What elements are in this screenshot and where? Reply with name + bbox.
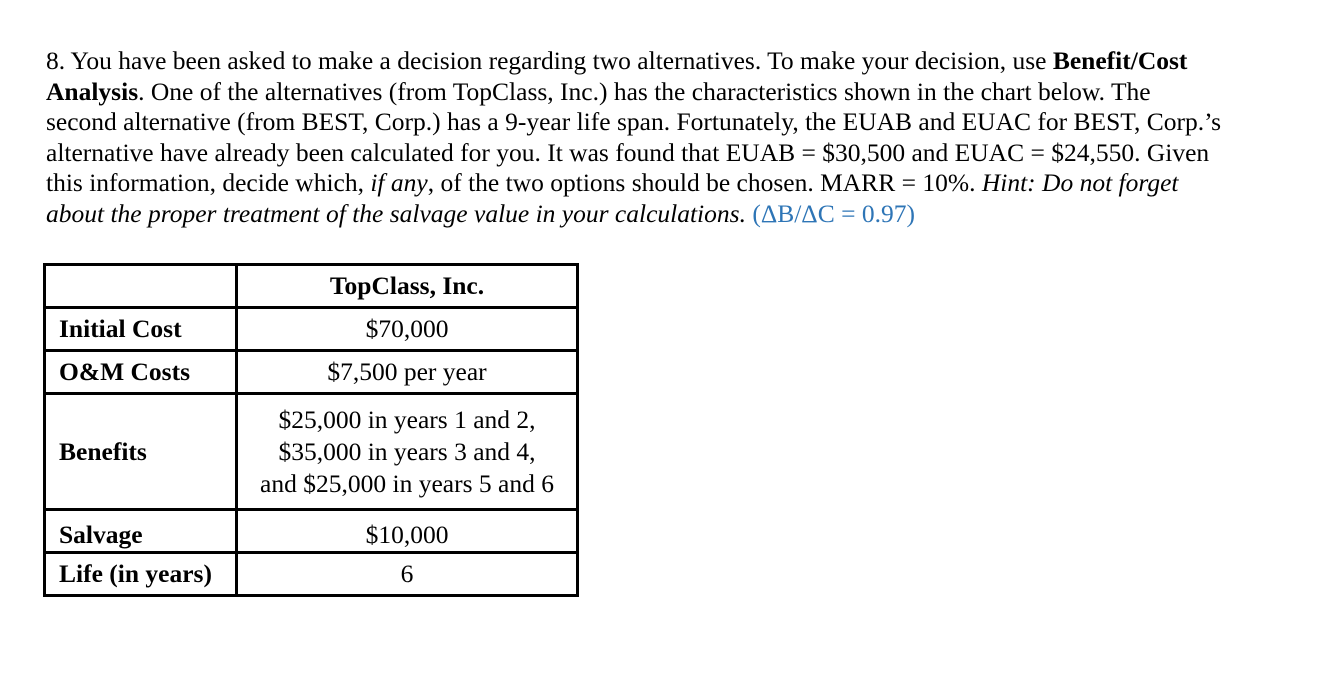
question-text: . One of the alternatives (from TopClass, Inc.) has the characteristics shown in the chart below. The (138, 76, 1151, 106)
question-text: , of the two options should be chosen. MARR = 10%. (427, 168, 982, 198)
hint-text: about the proper treatment of the salvage value in your calculations. (46, 198, 746, 228)
table-row-benefits (45, 394, 578, 510)
table-row-om-costs (45, 351, 578, 394)
salvage-value (237, 510, 578, 553)
question-line-1 (46, 46, 1296, 77)
om-costs-label: O&M Costs (45, 351, 237, 394)
salvage-label-text: Salvage (59, 520, 143, 549)
life-label: Life (in years) (45, 553, 237, 596)
benefits-line: $25,000 in years 1 and 2, (278, 404, 536, 434)
question-line-4: alternative have already been calculated for you. It was found that EUAB = $30,500 and EUAC = $24,550. Given (46, 137, 1210, 167)
benefits-value (237, 394, 578, 510)
if-any-emphasis: if any (370, 168, 428, 198)
question-line-5 (46, 168, 1296, 199)
question-line-3: second alternative (from BEST, Corp.) has a 9-year life span. Fortunately, the EUAB and EUAC for BEST, Corp.’s (46, 107, 1222, 137)
salvage-label (45, 510, 237, 553)
question-line-2 (46, 77, 1296, 108)
initial-cost-value: $70,000 (237, 308, 578, 351)
question-line-6 (46, 199, 1296, 230)
table-row-life (45, 553, 578, 596)
table-row-initial-cost (45, 308, 578, 351)
method-emphasis: Analysis (46, 76, 139, 106)
hint-text: Hint: Do not forget (981, 168, 1179, 198)
question-paragraph (46, 46, 1296, 230)
table-header-row (45, 265, 578, 308)
life-value: 6 (237, 553, 578, 596)
method-emphasis: Benefit/Cost (1052, 46, 1188, 75)
header-company-cell: TopClass, Inc. (237, 265, 578, 308)
om-costs-value: $7,500 per year (237, 351, 578, 394)
benefits-line: and $25,000 in years 5 and 6 (260, 468, 554, 498)
header-label-cell (45, 265, 237, 308)
benefits-label: Benefits (45, 394, 237, 510)
answer-text: (ΔB/ΔC = 0.97) (752, 198, 915, 228)
initial-cost-label: Initial Cost (45, 308, 237, 351)
table-row-salvage (45, 510, 578, 553)
question-text: this information, decide which, (46, 168, 371, 198)
benefits-line: $35,000 in years 3 and 4, (278, 436, 536, 466)
salvage-value-text: $10,000 (365, 520, 449, 549)
question-text: 8. You have been asked to make a decision regarding two alternatives. To make your decision, use (46, 46, 1053, 75)
alternative-table (43, 263, 579, 597)
